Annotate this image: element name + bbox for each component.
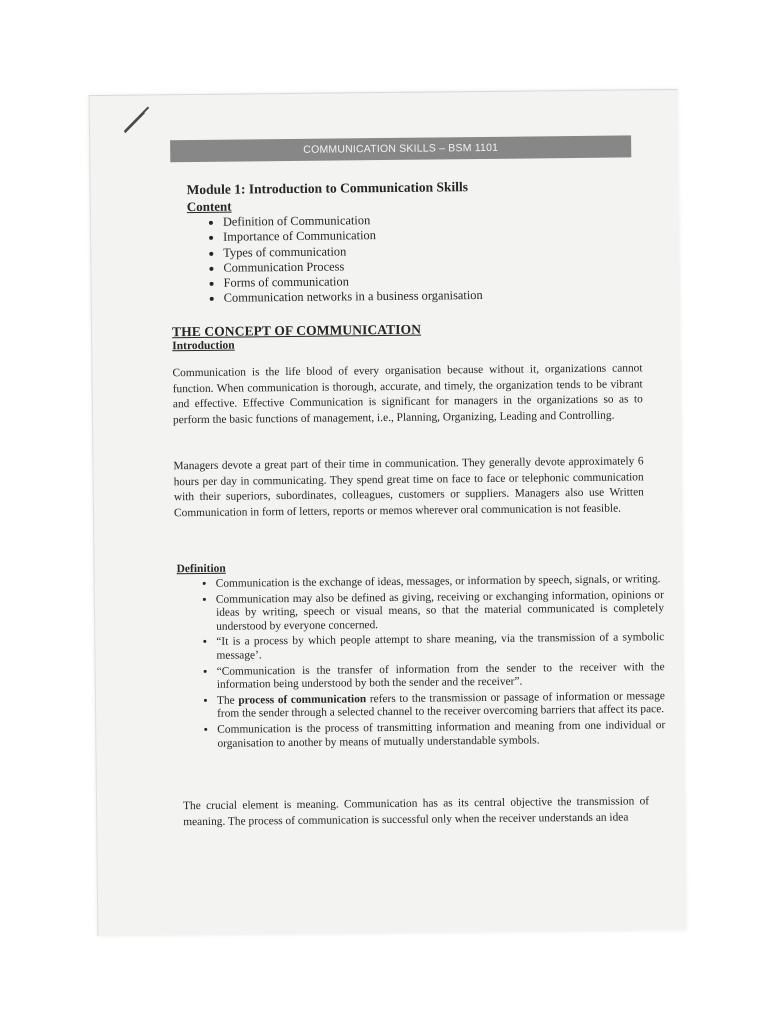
introduction-paragraph-2: Managers devote a great part of their time in communication. They generally devote approximately 6 hours per day in communicating. They spend great time on face to face or telephonic communication with their superiors, subordinates, colleagues, customers or suppliers. Managers also use Written Communication in form of letters, reports or memos wherever oral communication is not feasible.	[173, 455, 644, 520]
content-item: • Importance of Communication	[223, 226, 643, 246]
definition-heading: Definition	[176, 562, 226, 576]
course-header-banner: COMMUNICATION SKILLS – BSM 1101	[170, 135, 631, 162]
definition-item: • “It is a process by which people attempt to share meaning, via the transmission of a symbolic message’.	[216, 631, 664, 663]
content-item: • Types of communication	[223, 241, 643, 261]
content-item: • Forms of communication	[224, 271, 644, 291]
definition-item-bold-term: process of communication	[238, 692, 367, 707]
definition-item: • Communication may also be defined as giving, receiving or exchanging information, opinions or ideas by writing, speech or visual means, so that the material communicated is completely understood by everyone concerned.	[216, 589, 664, 634]
content-list	[205, 210, 644, 306]
introduction-heading: Introduction	[172, 339, 235, 353]
document-page	[89, 89, 687, 936]
pen-mark-tail	[124, 112, 145, 133]
module-title: Module 1: Introduction to Communication Skills	[186, 179, 469, 198]
definition-item-suffix: refers to the transmission or passage of information or message from the sender through a selected channel to the receiver overcoming barriers that affect its pace.	[217, 689, 665, 721]
closing-paragraph: The crucial element is meaning. Communication has as its central objective the transmission of meaning. The process of communication is successful only when the receiver understands an idea	[183, 795, 650, 828]
definition-item-process	[217, 690, 665, 722]
section-title: THE CONCEPT OF COMMUNICATION	[172, 321, 422, 340]
definition-item: • Communication is the process of transmitting information and meaning from one individual or organisation to another by means of mutually understandable symbols.	[217, 719, 665, 751]
content-item: • Communication Process	[223, 256, 643, 276]
content-heading: Content	[186, 198, 232, 215]
definition-item: • Communication is the exchange of ideas, messages, or information by speech, signals, or writing.	[216, 573, 664, 591]
definition-list	[195, 573, 666, 753]
content-item: • Communication networks in a business organisation	[224, 287, 644, 307]
definition-item: • “Communication is the transfer of information from the sender to the receiver with the information being understood by both the sender and the receiver”.	[217, 661, 665, 693]
introduction-paragraph-1: Communication is the life blood of every organisation because without it, organizations cannot function. When communication is thorough, accurate, and timely, the organization tends to be vibrant and effective. Effective Communication is significant for managers in the organizations so as to perform the basic functions of management, i.e., Planning, Organizing, Leading and Controlling.	[172, 362, 643, 427]
content-item: • Definition of Communication	[223, 210, 643, 230]
definition-item-prefix: The	[216, 694, 239, 707]
